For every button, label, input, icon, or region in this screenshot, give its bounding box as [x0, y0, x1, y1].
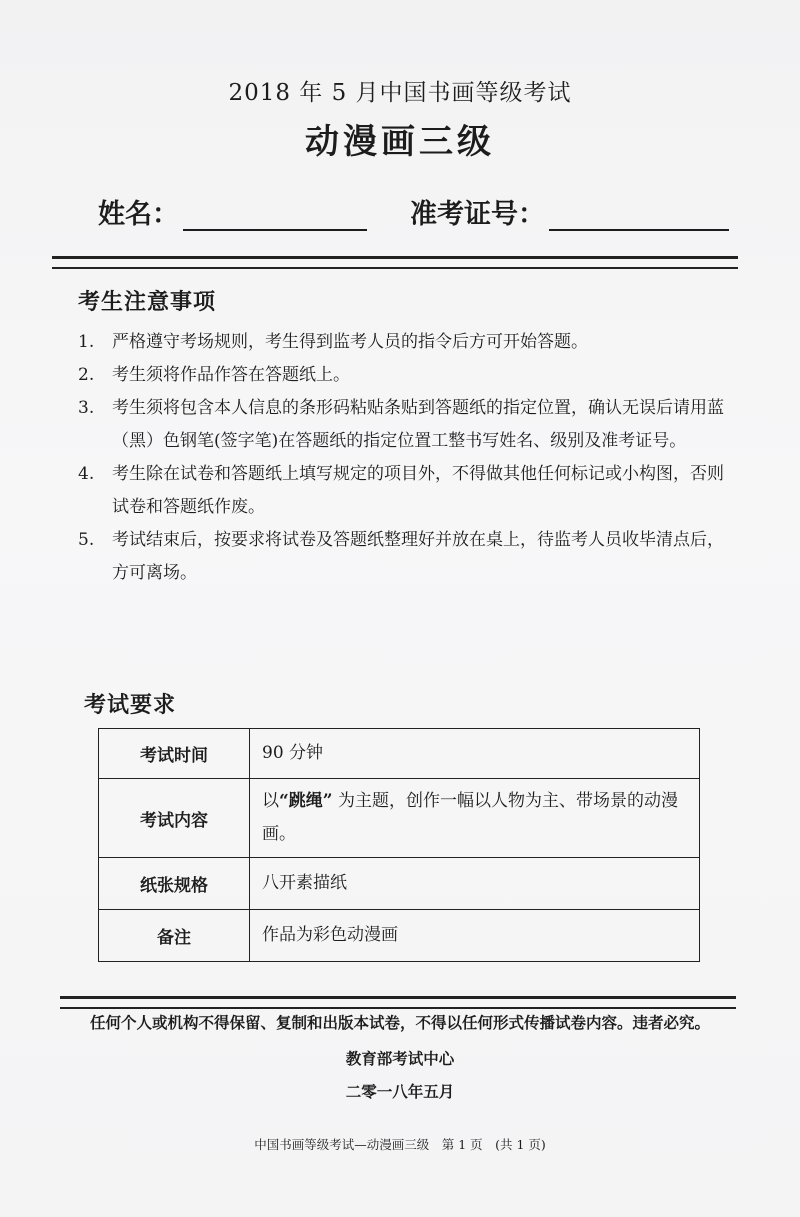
page-footer: 中国书画等级考试—动漫画三级 第 1 页 (共 1 页) [254, 1137, 546, 1152]
exam-id-blank-line [549, 199, 729, 231]
requirements-heading: 考试要求 [84, 692, 177, 718]
table-row [99, 779, 700, 858]
notice-item-text: 考生须将包含本人信息的条形码粘贴条贴到答题纸的指定位置，确认无误后请用蓝（黑）色钢笔(签字笔)在答题纸的指定位置工整书写姓名、级别及准考证号。 [112, 398, 724, 451]
notice-item-number: 3. [78, 398, 95, 418]
notice-item-text: 考生须将作品作答在答题纸上。 [112, 365, 350, 385]
row-label: 考试内容 [99, 779, 250, 858]
content-theme: “跳绳” [279, 791, 333, 811]
notice-item [78, 392, 728, 458]
notice-item [78, 458, 728, 524]
row-label: 纸张规格 [99, 858, 250, 910]
exam-title: 2018 年 5 月中国书画等级考试 [228, 80, 572, 106]
row-label: 备注 [99, 910, 250, 962]
row-value: 作品为彩色动漫画 [250, 910, 700, 962]
table-row [99, 910, 700, 962]
row-label: 考试时间 [99, 729, 250, 779]
exam-id-label: 准考证号： [410, 199, 545, 230]
header-divider [52, 256, 738, 269]
requirements-table [98, 728, 700, 962]
row-value: 90 分钟 [250, 729, 700, 779]
notice-item-text: 考试结束后，按要求将试卷及答题纸整理好并放在桌上，待监考人员收毕清点后，方可离场。 [112, 530, 724, 583]
issuer: 教育部考试中心 [345, 1049, 455, 1068]
notice-item [78, 326, 728, 359]
content-suffix: 为主题，创作一幅以人物为主、带场景的动漫画。 [262, 791, 678, 844]
notice-item-text: 考生除在试卷和答题纸上填写规定的项目外，不得做其他任何标记或小构图，否则试卷和答题纸作废。 [112, 464, 724, 517]
notice-heading: 考生注意事项 [78, 289, 217, 315]
table-row [99, 858, 700, 910]
issue-date: 二零一八年五月 [345, 1082, 455, 1101]
notice-item-number: 1. [78, 332, 95, 352]
exam-id-field [410, 192, 729, 231]
notice-list [78, 326, 728, 590]
notice-item [78, 524, 728, 590]
content-prefix: 以 [262, 791, 279, 811]
closing-divider [60, 996, 736, 1009]
notice-item [78, 359, 728, 392]
name-field [98, 192, 367, 231]
row-value: 八开素描纸 [250, 858, 700, 910]
subject-title: 动漫画三级 [305, 122, 495, 162]
copyright-notice: 任何个人或机构不得保留、复制和出版本试卷，不得以任何形式传播试卷内容。违者必究。 [89, 1013, 710, 1032]
notice-item-number: 4. [78, 464, 95, 484]
name-label: 姓名： [98, 199, 179, 230]
notice-item-text: 严格遵守考场规则，考生得到监考人员的指令后方可开始答题。 [112, 332, 588, 352]
name-blank-line [183, 199, 367, 231]
table-row [99, 729, 700, 779]
notice-item-number: 2. [78, 365, 95, 385]
notice-item-number: 5. [78, 530, 95, 550]
row-value [250, 779, 700, 858]
